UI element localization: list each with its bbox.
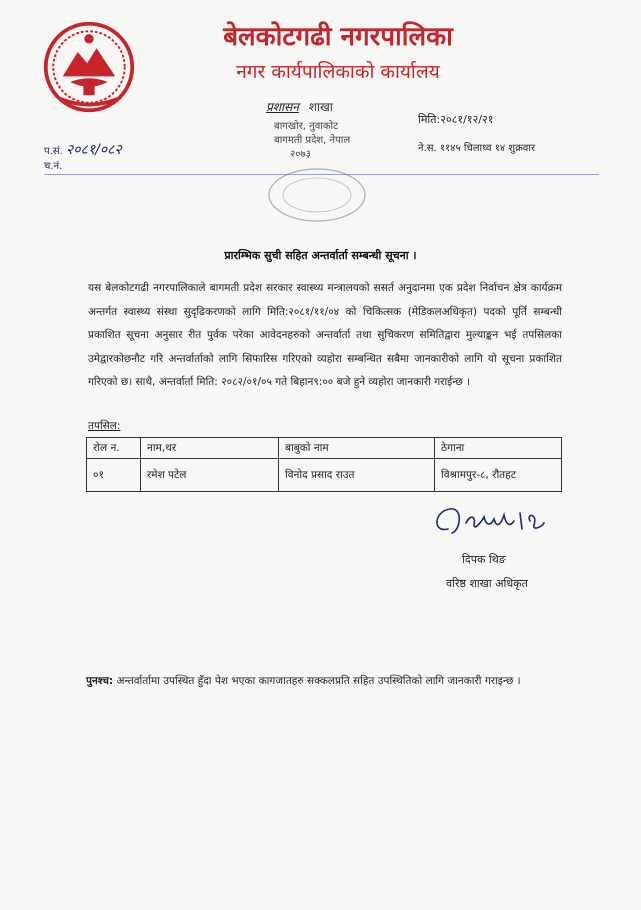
office-name: नगर कार्यपालिकाको कार्यालय xyxy=(236,61,440,83)
notice-body: यस बेलकोटगढी नगरपालिकाले बागमती प्रदेश सरकार स्वास्थ्य मन्त्रालयको ससर्त अनुदानमा एक प्रदेश निर्वाचन क्षेत्र कार्यक्रम अन्तर्गत स्वास्थ्य संस्था सुदृढिकरणको लागि मिति:२०८१/११/०४ को चिकित्सक (मेडिकलअधिकृत) पदको पूर्ति सम्बन्धी प्रकाशित सूचना अनुसार रीत पुर्वक परेका आवेदनहरुको अन्तर्वार्ता तथा सुचिकरण समितिद्वारा मुल्याङ्कन भई तपसिलका उमेद्वारकोछनौट गरि अन्तर्वार्ताको लागि सिफारिस गरिएको व्यहोरा सम्बन्धित सबैमा जानकारीको लागि यो सूचना प्रकाशित गरिएको छ। साथै, अन्तर्वार्ता मिति: २०८२/०१/०५ गते बिहान९:०० बजे हुने व्यहोरा जानकारी गराईन्छ । xyxy=(88,282,562,389)
address-line-3: २०७३ xyxy=(290,149,311,160)
cell-name: रमेश पटेल xyxy=(141,459,279,492)
nepal-emblem-icon xyxy=(42,20,136,114)
address-line-1: बागखोर, नुवाकोट xyxy=(274,121,339,132)
office-stamp-icon xyxy=(262,164,372,226)
header-father-name: बाबुको नाम xyxy=(279,438,435,459)
candidate-table xyxy=(86,437,562,492)
cell-address: विश्रामपुर-८, रौतहट xyxy=(435,459,562,492)
header-roll-no: रोल न. xyxy=(87,438,141,459)
branch-name: प्रशासन xyxy=(266,100,299,114)
notice-title: प्रारम्भिक सुची सहित अन्तर्वार्ता सम्बन्धी सूचना । xyxy=(224,249,417,262)
cell-roll-no: ०१ xyxy=(87,459,141,492)
issue-date: मिति:२०८१/१२/२१ xyxy=(418,113,494,126)
signatory-name: दिपक थिङ xyxy=(462,553,506,566)
tapasil-label: तपसिल: xyxy=(88,420,121,432)
table-header-row xyxy=(87,438,562,459)
ps-label: प.सं. xyxy=(44,146,63,157)
header-name: नाम,थर xyxy=(141,438,279,459)
branch-line xyxy=(266,98,333,115)
postscript-label: पुनश्च: xyxy=(86,675,114,687)
table-row xyxy=(87,459,562,492)
branch-suffix: शाखा xyxy=(308,100,333,114)
handwritten-signature-icon xyxy=(430,503,554,543)
nepal-samvat-date: ने.स. ११४५ चिलाथ्व १४ शुक्रवार xyxy=(418,143,536,154)
org-name: बेलकोटगढी नगरपालिका xyxy=(223,22,453,52)
signatory-title: वरिष्ठ शाखा अधिकृत xyxy=(446,577,528,590)
address-line-2: बागमती प्रदेश, नेपाल xyxy=(274,135,351,146)
cell-father-name: विनोद प्रसाद राउत xyxy=(279,459,435,492)
ps-value: २०८१/०८२ xyxy=(66,142,122,158)
postscript-text: अन्तर्वार्तामा उपस्थित हुँदा पेश भएका कागजातहरु सक्कलप्रति सहित उपस्थितिको लागि जानकारी गराइन्छ । xyxy=(116,675,521,687)
cn-label: च.नं. xyxy=(44,161,63,172)
postscript xyxy=(86,669,566,693)
ps-line xyxy=(44,140,122,159)
header-address: ठेगाना xyxy=(435,438,562,459)
